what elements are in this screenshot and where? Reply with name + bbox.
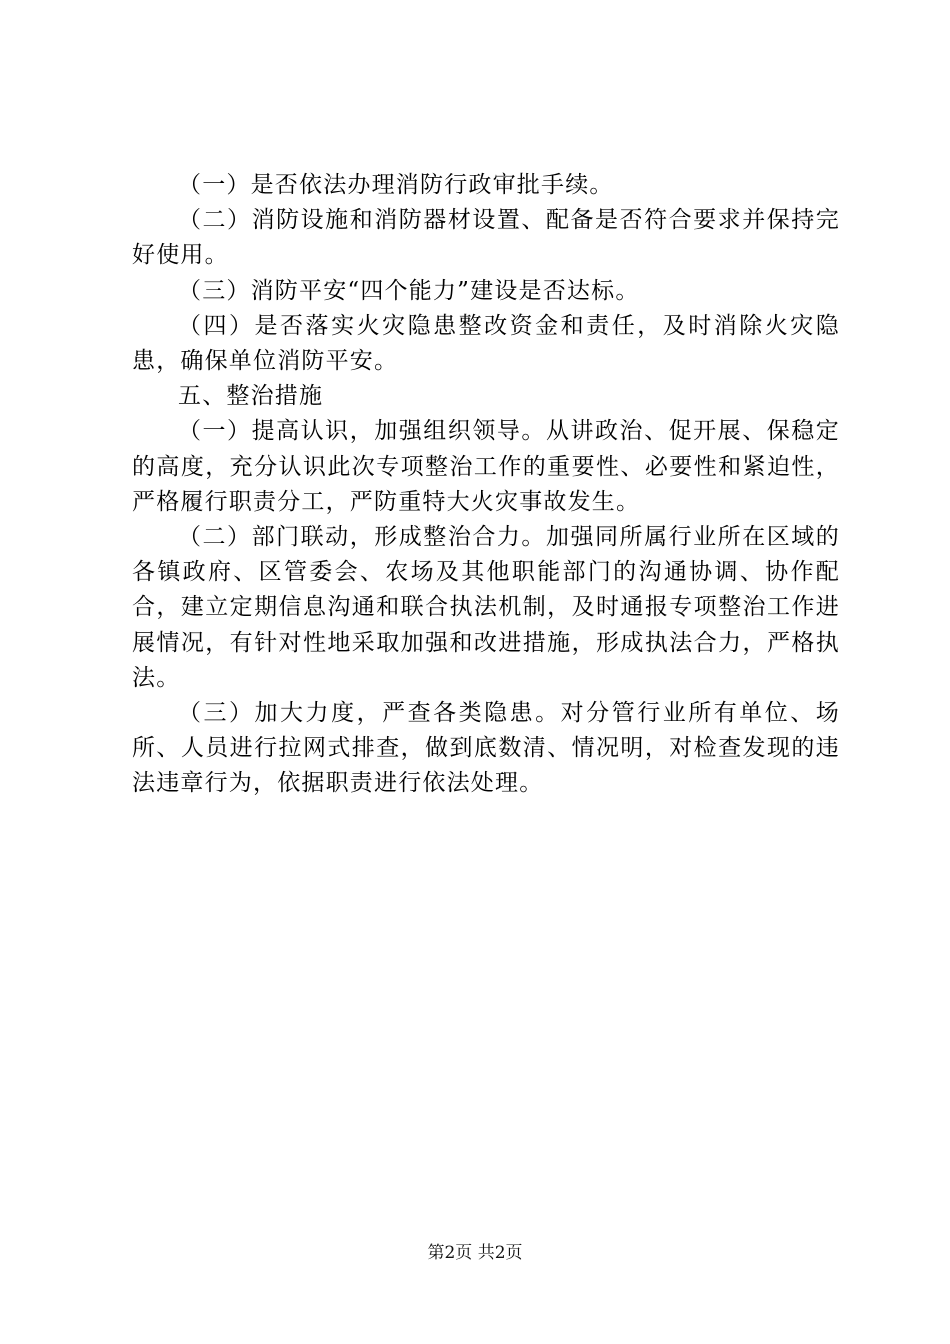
page-footer: 第2页 共2页 xyxy=(427,1243,523,1263)
paragraph-hazard-rectification: （四）是否落实火灾隐患整改资金和责任，及时消除火灾隐患，确保单位消防平安。 xyxy=(132,312,840,375)
section-heading-measures: 五、整治措施 xyxy=(178,383,324,410)
document-body xyxy=(132,168,840,802)
paragraph-fire-facilities: （二）消防设施和消防器材设置、配备是否符合要求并保持完好使用。 xyxy=(132,207,840,269)
paragraph-department-linkage: （二）部门联动，形成整治合力。加强同所属行业所在区域的各镇政府、区管委会、农场及其他职能部门的沟通协调、协作配合，建立定期信息沟通和联合执法机制，及时通报专项整治工作进展情况，有针对性地采取加强和改进措施，形成执法合力，严格执法。 xyxy=(132,524,840,691)
paragraph-four-abilities: （三）消防平安“四个能力”建设是否达标。 xyxy=(178,277,640,304)
paragraph-review-approval: （一）是否依法办理消防行政审批手续。 xyxy=(178,172,614,198)
paragraph-raise-awareness: （一）提高认识，加强组织领导。从讲政治、促开展、保稳定的高度，充分认识此次专项整治工作的重要性、必要性和紧迫性，严格履行职责分工，严防重特大火灾事故发生。 xyxy=(132,418,840,515)
paragraph-intensify-efforts: （三）加大力度，严查各类隐患。对分管行业所有单位、场所、人员进行拉网式排查，做到底数清、情况明，对检查发现的违法违章行为，依据职责进行依法处理。 xyxy=(132,700,840,797)
